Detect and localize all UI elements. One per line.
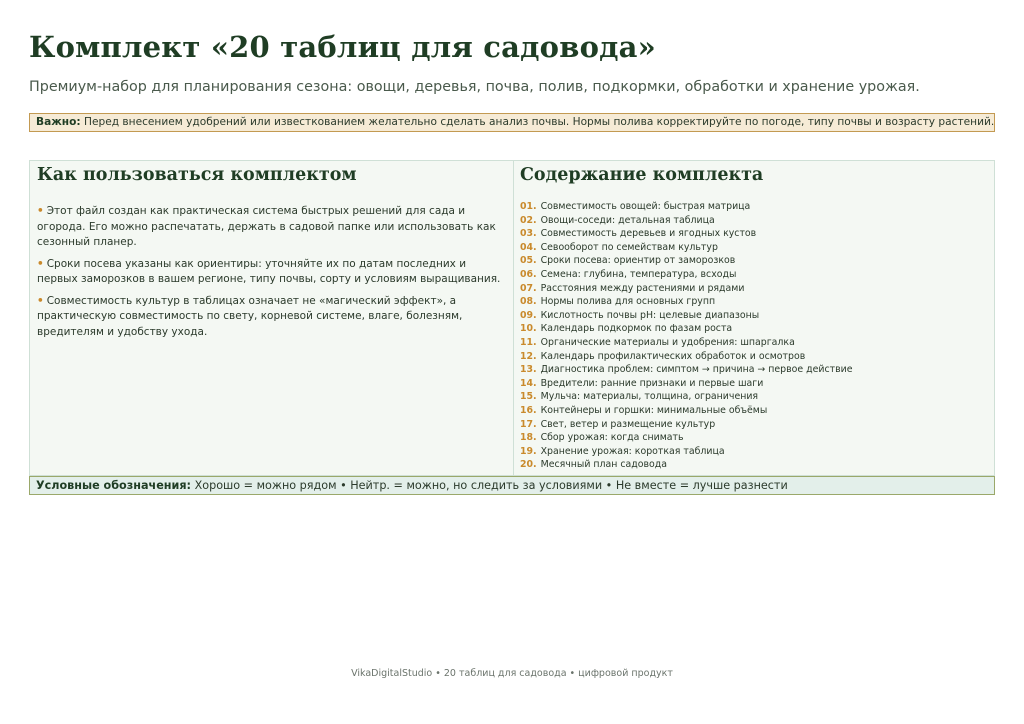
contents-item <box>520 309 990 323</box>
contents-item-number: 04. <box>520 241 537 253</box>
usage-panel <box>37 161 507 346</box>
notice-label: Важно: <box>36 116 81 128</box>
contents-item-number: 15. <box>520 391 537 403</box>
contents-item-title: Сроки посева: ориентир от заморозков <box>540 255 736 267</box>
contents-item <box>520 336 990 350</box>
contents-item-title: Хранение урожая: короткая таблица <box>540 445 725 457</box>
contents-item <box>520 295 990 309</box>
contents-panel <box>520 161 990 472</box>
contents-item-number: 18. <box>520 432 537 444</box>
contents-item-title: Свет, ветер и размещение культур <box>540 418 716 430</box>
important-notice <box>29 113 995 132</box>
notice-text: Перед внесением удобрений или известкованием желательно сделать анализ почвы. Нормы полива корректируйте по погоде, типу почвы и возрасту растений. <box>83 116 995 128</box>
contents-item-number: 16. <box>520 404 537 416</box>
contents-item-number: 14. <box>520 377 537 389</box>
contents-item <box>520 254 990 268</box>
usage-item <box>37 204 507 251</box>
panel-divider <box>513 161 514 475</box>
contents-item <box>520 363 990 377</box>
contents-item <box>520 200 990 214</box>
contents-item-title: Совместимость деревьев и ягодных кустов <box>540 228 757 240</box>
contents-item-number: 03. <box>520 228 537 240</box>
contents-item-title: Календарь подкормок по фазам роста <box>540 323 733 335</box>
contents-item-title: Контейнеры и горшки: минимальные объёмы <box>540 404 768 416</box>
usage-item-text: Совместимость культур в таблицах означает не «магический эффект», а практическую совместимость по свету, корневой системе, влаге, болезням, вредителям и удобству ухода. <box>37 294 463 338</box>
contents-item-number: 12. <box>520 350 537 362</box>
contents-item-number: 19. <box>520 445 537 457</box>
contents-list <box>520 200 990 472</box>
contents-item <box>520 390 990 404</box>
page-subtitle: Премиум-набор для планирования сезона: овощи, деревья, почва, полив, подкормки, обработки и хранение урожая. <box>29 79 920 95</box>
usage-list <box>37 204 507 340</box>
contents-item <box>520 227 990 241</box>
contents-item <box>520 431 990 445</box>
contents-item-number: 01. <box>520 201 537 212</box>
contents-heading: Содержание комплекта <box>520 165 764 185</box>
contents-item <box>520 350 990 364</box>
info-panels <box>29 160 995 476</box>
contents-item-title: Семена: глубина, температура, всходы <box>540 268 737 280</box>
contents-item <box>520 241 990 255</box>
legend-bar <box>29 476 995 495</box>
page-title: Комплект «20 таблиц для садовода» <box>29 30 656 64</box>
contents-item-number: 05. <box>520 255 537 267</box>
contents-item-number: 17. <box>520 418 537 430</box>
legend-label: Условные обозначения: <box>36 479 192 492</box>
contents-item <box>520 214 990 228</box>
usage-item-text: Сроки посева указаны как ориентиры: уточняйте их по датам последних и первых заморозков в вашем регионе, типу почвы, сорту и условиям выращивания. <box>37 257 501 285</box>
contents-item-number: 07. <box>520 282 537 294</box>
contents-item-number: 13. <box>520 364 537 376</box>
usage-item <box>37 257 507 288</box>
contents-item-title: Нормы полива для основных групп <box>540 296 716 308</box>
contents-item <box>520 404 990 418</box>
usage-item-text: Этот файл создан как практическая система быстрых решений для сада и огорода. Его можно распечатать, держать в садовой папке или использовать как сезонный планер. <box>37 205 496 248</box>
contents-item-title: Вредители: ранние признаки и первые шаги <box>540 377 764 389</box>
bullet-icon: • <box>37 257 44 270</box>
contents-item <box>520 458 990 472</box>
contents-item-title: Кислотность почвы pH: целевые диапазоны <box>540 309 760 321</box>
contents-item <box>520 268 990 282</box>
contents-item-number: 06. <box>520 268 537 280</box>
usage-heading: Как пользоваться комплектом <box>37 165 357 185</box>
contents-item-number: 11. <box>520 336 537 348</box>
contents-item-title: Диагностика проблем: симптом → причина → первое действие <box>540 364 853 376</box>
bullet-icon: • <box>37 294 44 307</box>
contents-item-title: Расстояния между растениями и рядами <box>540 282 745 294</box>
contents-item-number: 02. <box>520 214 537 226</box>
contents-item-title: Овощи-соседи: детальная таблица <box>540 214 715 226</box>
contents-item-title: Сбор урожая: когда снимать <box>540 432 684 444</box>
contents-item-title: Совместимость овощей: быстрая матрица <box>540 201 751 212</box>
bullet-icon: • <box>37 205 44 217</box>
usage-item <box>37 294 507 341</box>
contents-item-title: Месячный план садовода <box>540 459 667 471</box>
legend-text: Хорошо = можно рядом • Нейтр. = можно, но следить за условиями • Не вместе = лучше разнести <box>194 479 788 492</box>
contents-item-number: 20. <box>520 459 537 471</box>
contents-item <box>520 445 990 459</box>
contents-item-title: Севооборот по семействам культур <box>540 241 718 253</box>
contents-item <box>520 282 990 296</box>
page-footer: VikaDigitalStudio • 20 таблиц для садовода • цифровой продукт <box>351 668 673 679</box>
contents-item-number: 10. <box>520 323 537 335</box>
contents-item-title: Календарь профилактических обработок и осмотров <box>540 350 806 362</box>
contents-item <box>520 322 990 336</box>
contents-item-number: 09. <box>520 309 537 321</box>
contents-item-number: 08. <box>520 296 537 308</box>
contents-item <box>520 418 990 432</box>
contents-item <box>520 377 990 391</box>
contents-item-title: Мульча: материалы, толщина, ограничения <box>540 391 759 403</box>
contents-item-title: Органические материалы и удобрения: шпаргалка <box>540 336 795 348</box>
